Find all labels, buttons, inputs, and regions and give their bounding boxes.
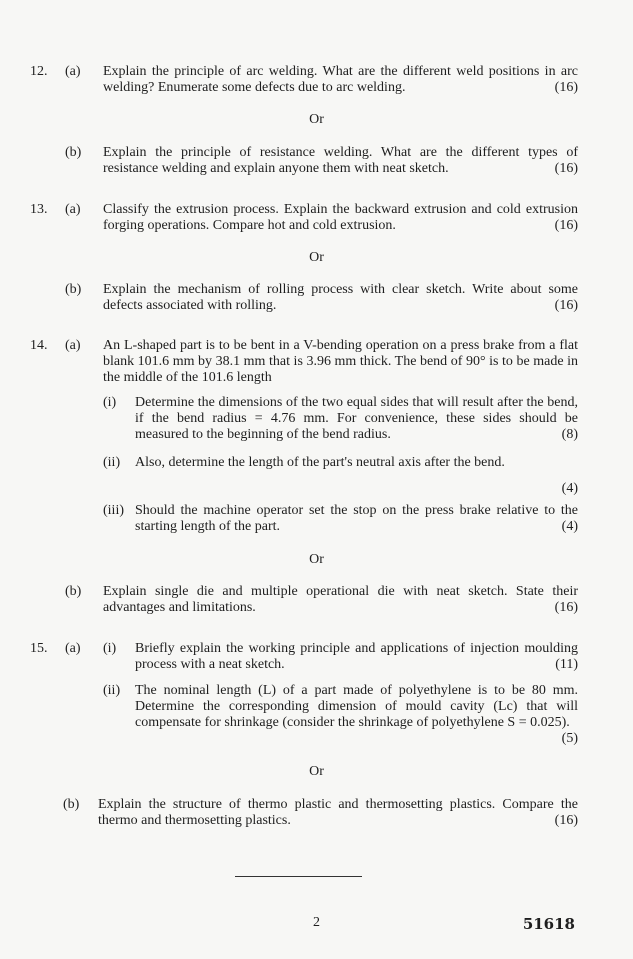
subpart-text: Briefly explain the working principle and applications of injection moulding process with a neat sketch. (11) bbox=[135, 641, 578, 672]
question-text: Explain the mechanism of rolling process with clear sketch. Write about some defects associated with rolling. (16) bbox=[103, 282, 578, 313]
part-label: (b) bbox=[65, 145, 82, 160]
subpart-text: Determine the dimensions of the two equal sides that will result after the bend, if the bend radius = 4.76 mm. For convenience, these sides should be measured to the beginning of the bend radius. (8) bbox=[135, 395, 578, 442]
subpart-label: (ii) bbox=[103, 455, 121, 470]
marks: (4) bbox=[561, 519, 578, 534]
or-separator: Or bbox=[309, 552, 324, 567]
part-label: (b) bbox=[63, 797, 80, 812]
page-number: 2 bbox=[313, 915, 320, 930]
question-text: Explain single die and multiple operational die with neat sketch. State their advantages and limitations. (16) bbox=[103, 584, 578, 615]
part-label: (a) bbox=[65, 338, 81, 353]
question-text: Classify the extrusion process. Explain the backward extrusion and cold extrusion forging operations. Compare hot and cold extrusion. (16) bbox=[103, 202, 578, 233]
paper-code: 51618 bbox=[522, 915, 575, 933]
marks: (11) bbox=[555, 657, 578, 672]
divider bbox=[235, 876, 362, 877]
marks: (4) bbox=[561, 481, 578, 496]
part-label: (b) bbox=[65, 584, 82, 599]
part-label: (a) bbox=[65, 641, 81, 656]
part-label: (a) bbox=[65, 64, 81, 79]
part-label: (b) bbox=[65, 282, 82, 297]
question-text: Explain the principle of arc welding. What are the different weld positions in arc welding? Enumerate some defects due to arc welding. (16) bbox=[103, 64, 578, 95]
marks: (16) bbox=[554, 813, 578, 828]
marks: (8) bbox=[561, 427, 578, 442]
marks: (16) bbox=[554, 298, 578, 313]
question-number: 13. bbox=[30, 202, 48, 217]
subpart-text: The nominal length (L) of a part made of polyethylene is to be 80 mm. Determine the corresponding dimension of mould cavity (Lc) that will compensate for shrinkage (consider the shrinkage of polyethylene S = 0.025). (5) bbox=[135, 683, 578, 746]
part-label: (a) bbox=[65, 202, 81, 217]
marks: (5) bbox=[561, 731, 578, 746]
question-number: 12. bbox=[30, 64, 48, 79]
marks: (16) bbox=[554, 600, 578, 615]
question-number: 14. bbox=[30, 338, 48, 353]
question-number: 15. bbox=[30, 641, 48, 656]
question-text: Explain the principle of resistance welding. What are the different types of resistance welding and explain anyone them with neat sketch. (16) bbox=[103, 145, 578, 176]
subpart-label: (i) bbox=[103, 641, 117, 656]
marks: (16) bbox=[554, 218, 578, 233]
marks: (16) bbox=[554, 161, 578, 176]
question-text: Explain the structure of thermo plastic and thermosetting plastics. Compare the thermo and thermosetting plastics. (16) bbox=[98, 797, 578, 828]
subpart-text: Also, determine the length of the part's neutral axis after the bend. bbox=[135, 455, 505, 470]
subpart-text: Should the machine operator set the stop on the press brake relative to the starting length of the part. (4) bbox=[135, 503, 578, 534]
subpart-label: (iii) bbox=[103, 503, 124, 518]
subpart-label: (i) bbox=[103, 395, 117, 410]
or-separator: Or bbox=[309, 764, 324, 779]
or-separator: Or bbox=[309, 112, 324, 127]
question-text: An L-shaped part is to be bent in a V-bending operation on a press brake from a flat blank 101.6 mm by 38.1 mm that is 3.96 mm thick. The bend of 90° is to be made in the middle of the 101.6 length bbox=[103, 338, 578, 385]
marks: (16) bbox=[554, 80, 578, 95]
subpart-label: (ii) bbox=[103, 683, 121, 698]
or-separator: Or bbox=[309, 250, 324, 265]
